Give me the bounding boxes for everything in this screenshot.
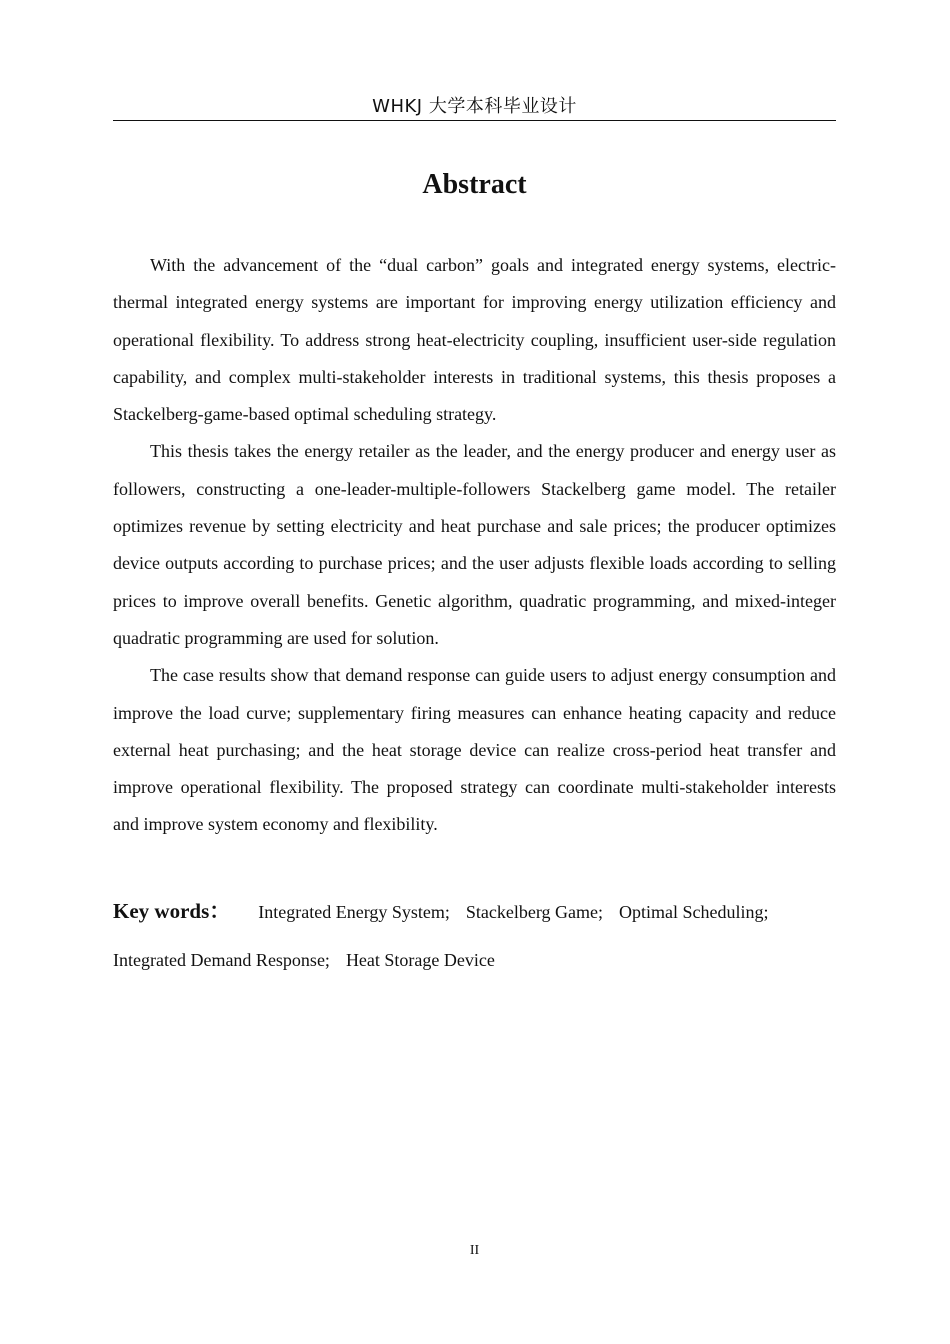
abstract-body [113,247,836,844]
keyword-item: Optimal Scheduling; [619,902,769,922]
abstract-paragraph-2: This thesis takes the energy retailer as the leader, and the energy producer and energy user as followers, constructing a one-leader-multiple-followers Stackelberg game model. The retailer optimizes revenue by setting electricity and heat purchase and sale prices; the producer optimizes device outputs according to purchase prices; and the user adjusts flexible loads according to selling prices to improve overall benefits. Genetic algorithm, quadratic programming, and mixed-integer quadratic programming are used for solution. [113,441,836,648]
keyword-item: Stackelberg Game; [465,902,603,922]
keyword-item: Heat Storage Device [345,950,495,970]
keywords-block [113,887,836,984]
keywords-label: Key words： [113,899,231,923]
keyword-item: Integrated Demand Response; [113,950,330,970]
abstract-paragraph-1: With the advancement of the “dual carbon” goals and integrated energy systems, electric-thermal integrated energy systems are important for improving energy utilization efficiency and operational flexibility. To address strong heat-electricity coupling, insufficient user-side regulation capability, and complex multi-stakeholder interests in traditional systems, this thesis proposes a Stackelberg-game-based optimal scheduling strategy. [113,255,836,425]
abstract-title: Abstract [422,169,527,200]
page-number: II [469,1243,480,1258]
running-header: WHKJ 大学本科毕业设计 [372,96,577,117]
keyword-item: Integrated Energy System; [258,902,450,922]
abstract-paragraph-3: The case results show that demand response can guide users to adjust energy consumption and improve the load curve; supplementary firing measures can enhance heating capacity and reduce external heat purchasing; and the heat storage device can realize cross-period heat transfer and improve operational flexibility. The proposed strategy can coordinate multi-stakeholder interests and improve system economy and flexibility. [113,665,836,835]
header-rule [113,120,836,121]
